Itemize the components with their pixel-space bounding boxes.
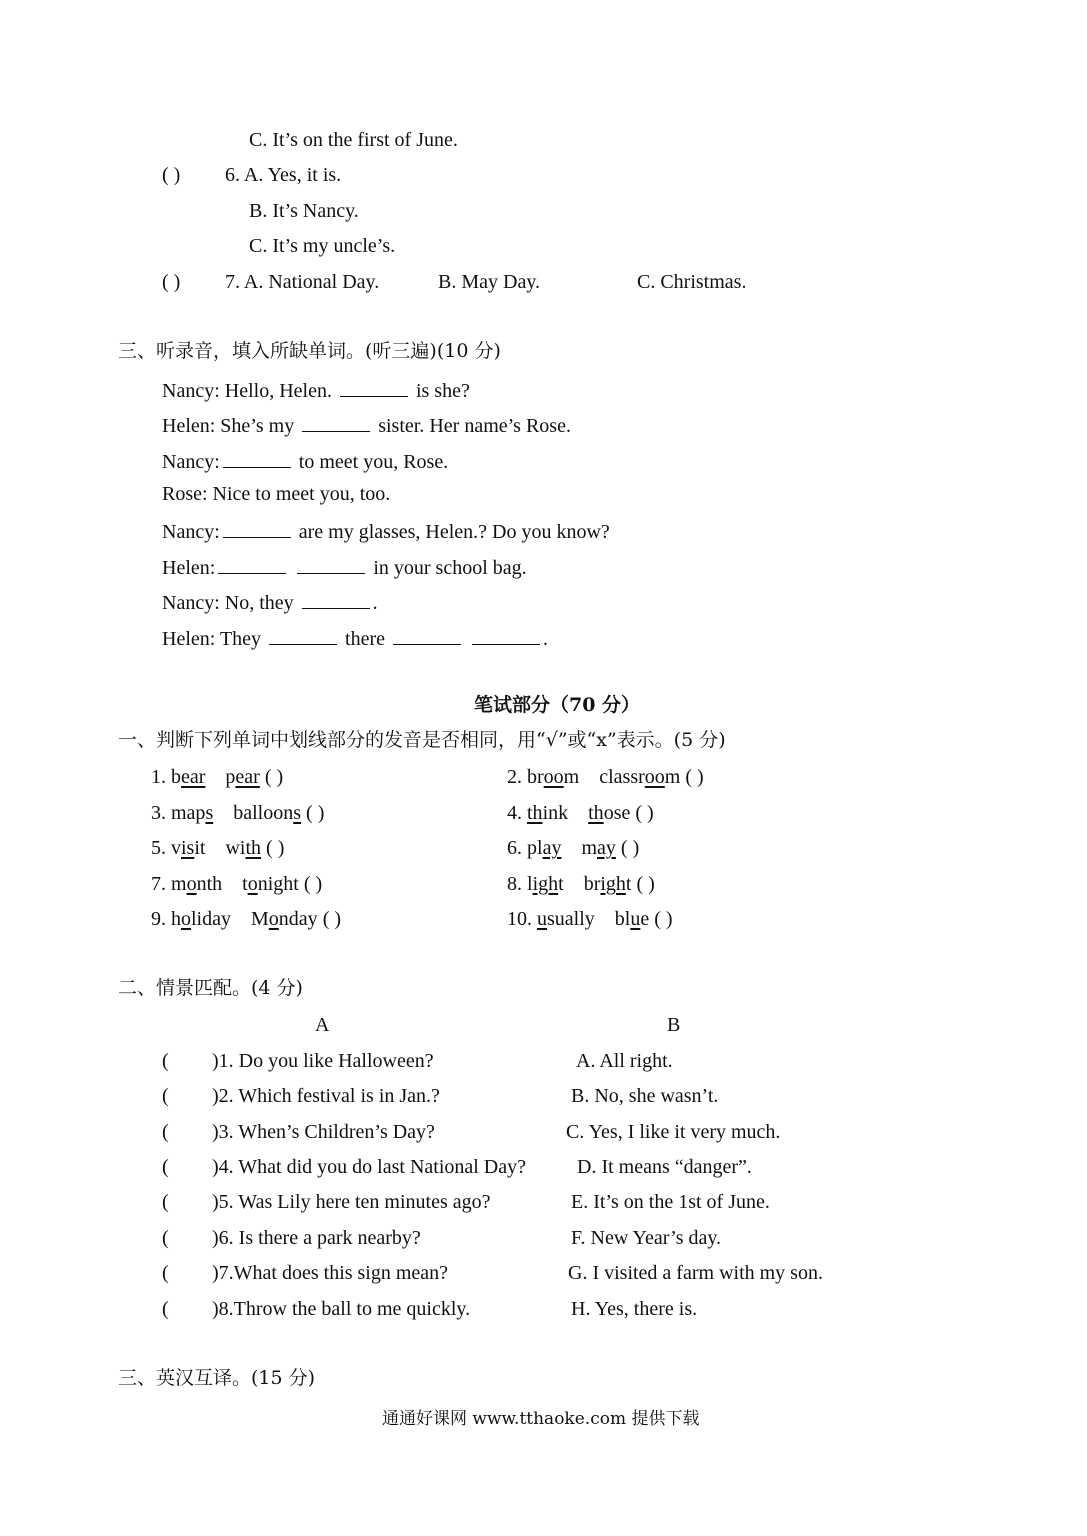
- word-two: with: [225, 837, 262, 859]
- match-question: )3. When’s Children’s Day?: [212, 1121, 435, 1143]
- underlined-sound: ear: [181, 766, 206, 788]
- answer-bracket[interactable]: (: [162, 1191, 169, 1213]
- item-number: 7.: [151, 873, 171, 895]
- answer-bracket: ( ): [162, 164, 181, 186]
- phonics-item: [151, 803, 324, 823]
- match-question: )5. Was Lily here ten minutes ago?: [212, 1191, 491, 1213]
- section-heading: 三、英汉互译。(15 分): [118, 1367, 316, 1389]
- dialogue-line: Nancy: to meet you, Rose.: [162, 451, 449, 473]
- fill-blank[interactable]: [393, 626, 461, 645]
- dialogue-line: Helen: in your school bag.: [162, 557, 527, 579]
- word-one: usually: [537, 908, 595, 930]
- fill-blank[interactable]: [223, 449, 291, 468]
- underlined-sound: is: [181, 837, 195, 859]
- item-number: 4.: [507, 802, 527, 824]
- section-heading: 二、情景匹配。(4 分): [118, 977, 303, 999]
- phonics-item: [507, 838, 639, 858]
- dialogue-line: Nancy: No, they .: [162, 592, 378, 614]
- item-number: 3.: [151, 802, 171, 824]
- underlined-sound: o: [186, 873, 197, 895]
- underlined-sound: th: [527, 802, 543, 824]
- q7-option-b: B. May Day.: [438, 271, 541, 293]
- underlined-sound: o: [247, 873, 258, 895]
- underlined-sound: igh: [532, 873, 559, 895]
- q5-option-c: C. It’s on the first of June.: [249, 129, 458, 151]
- dialogue-line: Helen: She’s my sister. Her name’s Rose.: [162, 415, 571, 437]
- q6-option-c: C. It’s my uncle’s.: [249, 235, 396, 257]
- underlined-sound: th: [245, 837, 262, 859]
- word-one: maps: [171, 802, 214, 824]
- match-answer: G. I visited a farm with my son.: [568, 1262, 823, 1284]
- match-question: )2. Which festival is in Jan.?: [212, 1085, 440, 1107]
- underlined-sound: s: [205, 802, 214, 824]
- answer-bracket[interactable]: (: [162, 1298, 169, 1320]
- word-two: those: [588, 802, 631, 824]
- answer-bracket[interactable]: ( ): [631, 873, 655, 895]
- underlined-sound: ay: [597, 837, 616, 859]
- fill-blank[interactable]: [340, 378, 408, 397]
- answer-bracket[interactable]: ( ): [298, 873, 323, 895]
- item-number: 6.: [507, 837, 527, 859]
- word-two: balloons: [233, 802, 302, 824]
- column-a-label: A: [315, 1014, 330, 1036]
- answer-bracket[interactable]: ( ): [301, 802, 325, 824]
- underlined-sound: oo: [543, 766, 564, 788]
- item-number: 8.: [507, 873, 527, 895]
- column-b-label: B: [667, 1014, 681, 1036]
- q7-option-a: 7. A. National Day.: [225, 271, 380, 293]
- word-one: holiday: [171, 908, 231, 930]
- underlined-sound: o: [181, 908, 191, 930]
- answer-bracket[interactable]: ( ): [649, 908, 673, 930]
- word-two: bright: [583, 873, 632, 895]
- underlined-sound: u: [630, 908, 641, 930]
- match-answer: A. All right.: [576, 1050, 673, 1072]
- fill-blank[interactable]: [223, 519, 291, 538]
- match-answer: F. New Year’s day.: [571, 1227, 722, 1249]
- word-two: classroom: [599, 766, 681, 788]
- answer-bracket[interactable]: (: [162, 1050, 169, 1072]
- dialogue-line: Nancy: Hello, Helen. is she?: [162, 380, 470, 402]
- word-one: broom: [527, 766, 580, 788]
- word-two: Monday: [251, 908, 318, 930]
- item-number: 10.: [507, 908, 537, 930]
- q6-option-b: B. It’s Nancy.: [249, 200, 359, 222]
- answer-bracket[interactable]: (: [162, 1227, 169, 1249]
- fill-blank[interactable]: [269, 626, 337, 645]
- dialogue-line: Nancy: are my glasses, Helen.? Do you know?: [162, 521, 610, 543]
- item-number: 9.: [151, 908, 171, 930]
- underlined-sound: s: [293, 802, 302, 824]
- word-one: month: [171, 873, 223, 895]
- dialogue-line: Helen: They there .: [162, 628, 549, 650]
- underlined-sound: ear: [235, 766, 260, 788]
- word-one: light: [527, 873, 564, 895]
- answer-bracket[interactable]: (: [162, 1156, 169, 1178]
- q6-option-a: 6. A. Yes, it is.: [225, 164, 342, 186]
- match-question: )7.What does this sign mean?: [212, 1262, 449, 1284]
- match-question: )1. Do you like Halloween?: [212, 1050, 434, 1072]
- word-two: may: [581, 837, 616, 859]
- match-answer: C. Yes, I like it very much.: [566, 1121, 781, 1143]
- phonics-item: [507, 803, 654, 823]
- word-one: think: [527, 802, 569, 824]
- word-one: bear: [171, 766, 206, 788]
- section-heading: 一、判断下列单词中划线部分的发音是否相同，用“√”或“x”表示。(5 分): [118, 729, 726, 751]
- word-one: visit: [171, 837, 206, 859]
- phonics-item: [507, 874, 655, 894]
- underlined-sound: ay: [542, 837, 562, 859]
- match-answer: B. No, she wasn’t.: [571, 1085, 719, 1107]
- fill-blank[interactable]: [297, 555, 365, 574]
- underlined-sound: u: [537, 908, 547, 930]
- match-question: )4. What did you do last National Day?: [212, 1156, 527, 1178]
- answer-bracket[interactable]: (: [162, 1262, 169, 1284]
- word-two: tonight: [242, 873, 299, 895]
- answer-bracket[interactable]: ( ): [317, 908, 342, 930]
- fill-blank[interactable]: [302, 590, 370, 609]
- page-footer: 通通好课网 www.tthaoke.com 提供下载: [382, 1409, 700, 1429]
- match-question: )6. Is there a park nearby?: [212, 1227, 421, 1249]
- phonics-item: [151, 838, 284, 858]
- phonics-item: [507, 767, 704, 787]
- fill-blank[interactable]: [302, 413, 370, 432]
- match-answer: D. It means “danger”.: [577, 1156, 752, 1178]
- word-two: blue: [614, 908, 650, 930]
- written-part-title: 笔试部分（70 分）: [474, 694, 641, 716]
- phonics-item: [151, 767, 283, 787]
- answer-bracket[interactable]: ( ): [615, 837, 640, 859]
- answer-bracket: ( ): [162, 271, 181, 293]
- fill-blank[interactable]: [218, 555, 286, 574]
- match-question: )8.Throw the ball to me quickly.: [212, 1298, 471, 1320]
- section-heading: 三、听录音，填入所缺单词。(听三遍)(10 分): [118, 340, 501, 362]
- match-answer: H. Yes, there is.: [571, 1298, 698, 1320]
- answer-bracket[interactable]: (: [162, 1121, 169, 1143]
- item-number: 5.: [151, 837, 171, 859]
- answer-bracket[interactable]: ( ): [630, 802, 654, 824]
- answer-bracket[interactable]: (: [162, 1085, 169, 1107]
- item-number: 2.: [507, 766, 527, 788]
- word-one: play: [527, 837, 562, 859]
- underlined-sound: igh: [600, 873, 626, 895]
- word-two: pear: [225, 766, 260, 788]
- phonics-item: [507, 909, 673, 929]
- underlined-sound: th: [588, 802, 604, 824]
- item-number: 1.: [151, 766, 171, 788]
- underlined-sound: o: [268, 908, 279, 930]
- phonics-item: [151, 909, 341, 929]
- underlined-sound: oo: [644, 766, 665, 788]
- dialogue-line: Rose: Nice to meet you, too.: [162, 483, 391, 505]
- q7-option-c: C. Christmas.: [637, 271, 747, 293]
- answer-bracket[interactable]: ( ): [259, 766, 284, 788]
- answer-bracket[interactable]: ( ): [261, 837, 285, 859]
- match-answer: E. It’s on the 1st of June.: [571, 1191, 770, 1213]
- answer-bracket[interactable]: ( ): [680, 766, 704, 788]
- phonics-item: [151, 874, 322, 894]
- fill-blank[interactable]: [472, 626, 540, 645]
